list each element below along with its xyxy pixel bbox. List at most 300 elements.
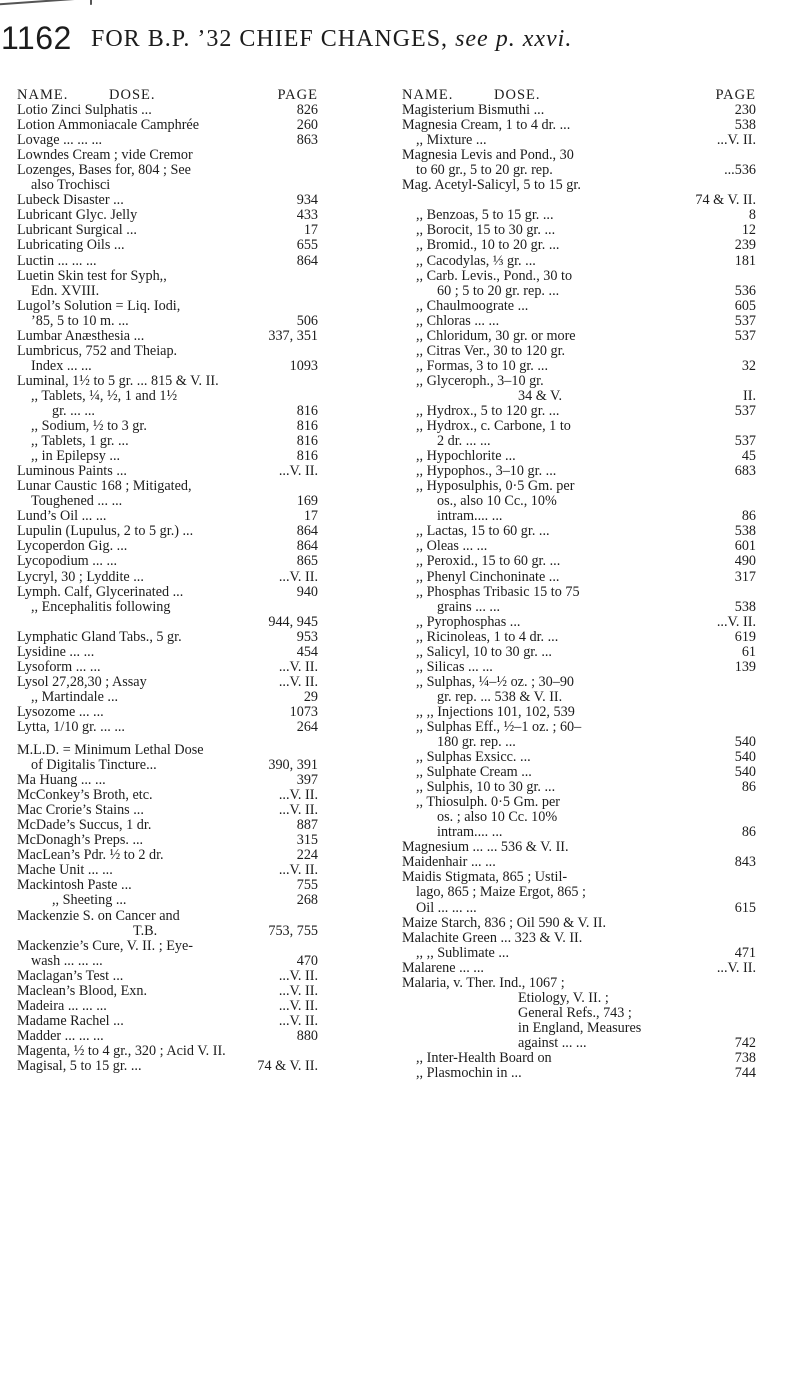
index-entry-term: McDade’s Succus, 1 dr. (17, 817, 152, 834)
index-entry (402, 524, 756, 539)
index-entry-page: II. (743, 387, 756, 404)
index-entry-page: 864 (296, 252, 318, 269)
index-entry-term: gr. rep. ... 538 & V. II. (437, 688, 563, 705)
index-entry-term: ,, Salicyl, 10 to 30 gr. ... (416, 643, 552, 660)
index-column-right (402, 88, 756, 1081)
column-header-page: PAGE (715, 87, 756, 103)
index-entry (17, 1014, 318, 1029)
index-entry-term: Luetin Skin test for Syph,, (17, 267, 167, 284)
index-entry-page: 8 (748, 207, 756, 224)
index-entry (402, 675, 756, 690)
index-entry (402, 374, 756, 389)
index-entry (402, 735, 756, 750)
index-entry (17, 690, 318, 705)
column-header (17, 88, 318, 103)
index-entry (17, 600, 318, 615)
index-entry-term: Magenta, ½ to 4 gr., 320 ; Acid V. II. (17, 1042, 226, 1059)
index-entry (402, 359, 756, 374)
column-header-page: PAGE (277, 87, 318, 103)
running-head-see-ref: see p. xxvi. (455, 26, 573, 52)
index-entry-term: ,, Hypophos., 3–10 gr. ... (416, 463, 557, 480)
index-entry-page: 816 (296, 402, 318, 419)
index-entry-term: MacLean’s Pdr. ½ to 2 dr. (17, 847, 164, 864)
index-entry-term: Mac Crorie’s Stains ... (17, 802, 144, 819)
index-entry-term: Lysoform ... ... (17, 658, 101, 675)
index-entry-page: 537 (734, 312, 756, 329)
index-entry-term: Maidenhair ... ... (402, 854, 496, 871)
index-entry-page: 540 (734, 734, 756, 751)
index-entry (402, 585, 756, 600)
index-entry-term: intram.... ... (437, 824, 503, 841)
index-entry-page: 86 (741, 779, 756, 796)
index-entry-page: ...V. II. (278, 1012, 318, 1029)
index-entry-page: 268 (296, 892, 318, 909)
index-entry-page: 181 (734, 252, 756, 269)
index-entry-term: ,, Carb. Levis., Pond., 30 to (416, 267, 573, 284)
index-entry-page: ...V. II. (278, 997, 318, 1014)
index-entry-page: 953 (296, 628, 318, 645)
index-entry-page: 490 (734, 553, 756, 570)
index-entry-term: Lotio Zinci Sulphatis ... (17, 102, 152, 119)
running-head-title (91, 26, 572, 53)
index-entry (402, 103, 756, 118)
index-entry-page: 944, 945 (268, 613, 318, 630)
index-entry (402, 509, 756, 524)
index-entry (17, 773, 318, 788)
index-entry-term: to 60 gr., 5 to 20 gr. rep. (416, 162, 553, 179)
index-entry-page: ...V. II. (716, 959, 756, 976)
index-entry (402, 1021, 756, 1036)
index-entry (17, 148, 318, 163)
index-entry (17, 389, 318, 404)
index-entry (17, 1044, 318, 1059)
index-entry-term: ,, Phenyl Cinchoninate ... (416, 568, 560, 585)
index-entry-page: 537 (734, 327, 756, 344)
index-entry-term: lago, 865 ; Maize Ergot, 865 ; (416, 884, 586, 901)
index-entry (402, 1036, 756, 1051)
index-entry-term: ,, Sulphate Cream ... (416, 764, 532, 781)
index-entry (402, 404, 756, 419)
index-entry (402, 1006, 756, 1021)
index-entry-term: Magnesium ... ... 536 & V. II. (402, 839, 569, 856)
index-entry-term: ,, Hyposulphis, 0·5 Gm. per (416, 478, 575, 495)
index-entry (17, 954, 318, 969)
index-entry (17, 645, 318, 660)
index-entry-page: 816 (296, 448, 318, 465)
index-entry (402, 479, 756, 494)
index-entry-page: 537 (734, 433, 756, 450)
index-entry (17, 208, 318, 223)
index-entry (402, 254, 756, 269)
index-entry-term: against ... ... (518, 1034, 587, 1051)
index-entry (402, 449, 756, 464)
index-entry (402, 1066, 756, 1081)
index-entry-term: 180 gr. rep. ... (437, 734, 516, 751)
index-entry-term: ,, Sheeting ... (52, 892, 127, 909)
index-entry-page: ...V. II. (716, 613, 756, 630)
index-entry (17, 705, 318, 720)
index-entry-term: Malachite Green ... 323 & V. II. (402, 929, 583, 946)
index-entry-term: Mag. Acetyl-Salicyl, 5 to 15 gr. (402, 177, 581, 194)
index-entry-term: Lubricating Oils ... (17, 237, 125, 254)
index-entry-page: ...V. II. (278, 862, 318, 879)
index-entry-term: Lycryl, 30 ; Lyddite ... (17, 568, 144, 585)
index-entry-term: Lowndes Cream ; vide Cremor (17, 147, 193, 164)
index-entry-term: ,, Silicas ... ... (416, 658, 493, 675)
index-entry-term: Lymph. Calf, Glycerinated ... (17, 583, 184, 600)
index-entry-term: Lysidine ... ... (17, 643, 95, 660)
index-entry-term: ,, Thiosulph. 0·5 Gm. per (416, 794, 560, 811)
index-entry (17, 344, 318, 359)
index-entry-page: 86 (741, 824, 756, 841)
index-entry (402, 795, 756, 810)
index-entry (17, 464, 318, 479)
index-entry-page: 540 (734, 749, 756, 766)
index-entry (17, 359, 318, 374)
index-entry-page: 1093 (289, 357, 318, 374)
index-entry (17, 254, 318, 269)
index-entry-term: Lunar Caustic 168 ; Mitigated, (17, 478, 192, 495)
index-entry-page: 471 (734, 944, 756, 961)
index-entry-term: grains ... ... (437, 598, 501, 615)
index-entry (17, 720, 318, 735)
index-entry-term: ,, Plasmochin in ... (416, 1065, 522, 1082)
index-entry (402, 148, 756, 163)
index-entry-page: 506 (296, 312, 318, 329)
index-entry (17, 479, 318, 494)
index-entry-page: 753, 755 (268, 922, 318, 939)
index-entry (402, 238, 756, 253)
index-entry-page: 826 (296, 102, 318, 119)
index-entry (17, 299, 318, 314)
index-entry (17, 833, 318, 848)
index-entry (17, 939, 318, 954)
index-entry-page: 74 & V. II. (695, 192, 756, 209)
index-entry-term: ,, Peroxid., 15 to 60 gr. ... (416, 553, 561, 570)
index-entry-term: Malaria, v. Ther. Ind., 1067 ; (402, 974, 565, 991)
index-entry-term: ,, Sulphis, 10 to 30 gr. ... (416, 779, 556, 796)
index-entry-term: McDonagh’s Preps. ... (17, 832, 144, 849)
index-entry-term: ,, Inter-Health Board on (416, 1050, 552, 1066)
index-entry (17, 984, 318, 999)
index-entry-page: 863 (296, 132, 318, 149)
index-entry (17, 374, 318, 389)
index-entry (17, 314, 318, 329)
index-entry-term: os. ; also 10 Cc. 10% (437, 809, 558, 826)
index-entry (402, 494, 756, 509)
index-entry-page: 538 (734, 598, 756, 615)
index-entry (17, 494, 318, 509)
index-entry (402, 855, 756, 870)
index-entry-page: ...V. II. (278, 802, 318, 819)
index-entry-page: 86 (741, 508, 756, 525)
index-entry (17, 660, 318, 675)
index-entry-page: ...V. II. (278, 787, 318, 804)
index-entry (402, 885, 756, 900)
index-entry (17, 193, 318, 208)
index-entry-page: 32 (741, 357, 756, 374)
index-entry (17, 570, 318, 585)
index-entry (402, 118, 756, 133)
index-entry-term: also Trochisci (31, 177, 111, 194)
index-entry-term: Madder ... ... ... (17, 1027, 104, 1044)
index-entry-term: ,, Benzoas, 5 to 15 gr. ... (416, 207, 554, 224)
index-entry (402, 208, 756, 223)
index-entry-term: ,, Oleas ... ... (416, 538, 488, 555)
index-entry-page: 264 (296, 718, 318, 735)
index-entry (402, 570, 756, 585)
index-entry-page: ...V. II. (278, 568, 318, 585)
index-entry (402, 946, 756, 961)
column-header-name: NAME. (17, 87, 69, 103)
index-entry (402, 660, 756, 675)
index-entry-page: 433 (296, 207, 318, 224)
index-entry (402, 870, 756, 885)
index-entry-term: General Refs., 743 ; (518, 1004, 632, 1021)
index-entry-term: ,, Chaulmoograte ... (416, 297, 529, 314)
index-entry (17, 788, 318, 803)
index-entry-page: 540 (734, 764, 756, 781)
index-entry-term: Index ... ... (31, 357, 92, 374)
index-entry (402, 600, 756, 615)
index-entry-term: Magnesia Levis and Pond., 30 (402, 147, 574, 164)
index-entry-page: 260 (296, 117, 318, 134)
index-entry (17, 615, 318, 630)
index-entry-term: ,, Hypochlorite ... (416, 448, 516, 465)
index-entry-term: Lysozome ... ... (17, 703, 104, 720)
index-entry (17, 524, 318, 539)
index-entry-term: ,, ,, Injections 101, 102, 539 (416, 703, 575, 720)
index-entry (17, 223, 318, 238)
index-entry (402, 991, 756, 1006)
index-entry (402, 825, 756, 840)
index-entry-page: 619 (734, 628, 756, 645)
index-entry-page: 1073 (289, 703, 318, 720)
index-entry (17, 878, 318, 893)
index-entry (402, 916, 756, 931)
index-entry (17, 269, 318, 284)
index-entry (402, 299, 756, 314)
index-entry (17, 554, 318, 569)
index-entry-term: Lozenges, Bases for, 804 ; See (17, 162, 191, 179)
index-entry-term: Madeira ... ... ... (17, 997, 107, 1014)
index-entry-term: Lycopodium ... ... (17, 553, 118, 570)
column-header-dose: DOSE. (109, 87, 156, 103)
index-entry (17, 818, 318, 833)
index-entry (17, 163, 318, 178)
index-entry-term: Etiology, V. II. ; (518, 989, 609, 1006)
index-entry (402, 193, 756, 208)
index-entry (402, 434, 756, 449)
index-entry (402, 539, 756, 554)
index-entry-term: McConkey’s Broth, etc. (17, 787, 153, 804)
index-entry-term: Maidis Stigmata, 865 ; Ustil- (402, 869, 568, 886)
index-entry-term: T.B. (133, 922, 158, 939)
index-entry (17, 630, 318, 645)
index-entry (402, 961, 756, 976)
index-entry-page: 454 (296, 643, 318, 660)
page-number: 1162 (1, 20, 72, 56)
index-entry (17, 1059, 318, 1074)
index-entry (402, 705, 756, 720)
index-entry-term: Lotion Ammoniacale Camphrée (17, 117, 200, 134)
index-entry (402, 931, 756, 946)
index-entry-term: Mache Unit ... ... (17, 862, 113, 879)
index-entry-term: ,, Hydrox., c. Carbone, 1 to (416, 418, 571, 435)
index-entry (402, 314, 756, 329)
index-entry (402, 554, 756, 569)
index-entry-term: Lubricant Glyc. Jelly (17, 207, 138, 224)
index-entry-page: ...V. II. (278, 967, 318, 984)
index-entry-term: ,, Bromid., 10 to 20 gr. ... (416, 237, 560, 254)
index-entry (17, 999, 318, 1014)
index-entry-term: ,, Lactas, 15 to 60 gr. ... (416, 523, 550, 540)
index-entry-term: wash ... ... ... (31, 952, 103, 969)
index-entry-page: ...V. II. (278, 658, 318, 675)
index-entry-term: Toughened ... ... (31, 493, 123, 510)
index-entry-term: 2 dr. ... ... (437, 433, 491, 450)
index-entry-term: ,, Mixture ... (416, 132, 487, 149)
index-entry-page: 934 (296, 192, 318, 209)
index-entry (17, 284, 318, 299)
index-entry-page: 537 (734, 402, 756, 419)
index-entry-page: 29 (303, 688, 318, 705)
index-entry-page: 865 (296, 553, 318, 570)
index-entry (17, 758, 318, 773)
index-entry-term: Maize Starch, 836 ; Oil 590 & V. II. (402, 914, 606, 931)
index-entry-term: intram.... ... (437, 508, 503, 525)
column-header (402, 88, 756, 103)
index-entry-page: 239 (734, 237, 756, 254)
index-entry (402, 901, 756, 916)
index-entry-page: 864 (296, 523, 318, 540)
index-entry-term: ,, Borocit, 15 to 30 gr. ... (416, 222, 556, 239)
index-entry-term: in England, Measures (518, 1019, 642, 1036)
index-entry-term: Lysol 27,28,30 ; Assay (17, 673, 147, 690)
index-entry (17, 509, 318, 524)
index-entry-page: 397 (296, 772, 318, 789)
index-entry (402, 720, 756, 735)
index-entry (402, 269, 756, 284)
index-entry (402, 389, 756, 404)
index-entry-term: 34 & V. (518, 387, 563, 404)
index-entry-term: Malarene ... ... (402, 959, 484, 976)
index-entry (17, 103, 318, 118)
index-entry-page: 615 (734, 899, 756, 916)
index-entry-page: 864 (296, 538, 318, 555)
index-entry-page: 683 (734, 463, 756, 480)
index-entry-page: 470 (296, 952, 318, 969)
index-entry-page: 390, 391 (268, 757, 318, 774)
index-entry-term: Lovage ... ... ... (17, 132, 103, 149)
index-entry-term: ,, Citras Ver., 30 to 120 gr. (416, 342, 566, 359)
index-entry-term: Edn. XVIII. (31, 282, 100, 299)
index-entry (17, 585, 318, 600)
index-entry-page: 601 (734, 538, 756, 555)
index-entry (17, 909, 318, 924)
index-entry (402, 284, 756, 299)
index-entry-page: 843 (734, 854, 756, 871)
index-entry-page: 538 (734, 523, 756, 540)
index-entry-term: ,, Chloras ... ... (416, 312, 500, 329)
index-entry (402, 630, 756, 645)
index-entry (402, 615, 756, 630)
index-entry-page: 738 (734, 1050, 756, 1066)
index-entry-term: Lymphatic Gland Tabs., 5 gr. (17, 628, 182, 645)
index-entry-page: 940 (296, 583, 318, 600)
index-entry-term: Luminous Paints ... (17, 463, 127, 480)
index-entry (402, 976, 756, 991)
index-entry-page: 315 (296, 832, 318, 849)
index-entry-term: ,, Phosphas Tribasic 15 to 75 (416, 583, 580, 600)
index-entry-term: Lubricant Surgical ... (17, 222, 137, 239)
index-entry-term: Mackintosh Paste ... (17, 877, 132, 894)
index-entry-page: 816 (296, 433, 318, 450)
index-entry (402, 163, 756, 178)
index-entry (17, 178, 318, 193)
index-entry (17, 539, 318, 554)
index-entry (17, 449, 318, 464)
index-entry (17, 893, 318, 908)
index-entry-term: ’85, 5 to 10 m. ... (31, 312, 129, 329)
index-entry-page: 61 (741, 643, 756, 660)
index-entry (17, 969, 318, 984)
index-entry-page: 816 (296, 418, 318, 435)
index-entry (402, 223, 756, 238)
index-entry-term: 60 ; 5 to 20 gr. rep. ... (437, 282, 560, 299)
index-entry (402, 750, 756, 765)
index-entry-term: ,, Sulphas, ¼–½ oz. ; 30–90 (416, 673, 575, 690)
index-entry (402, 329, 756, 344)
index-entry (402, 765, 756, 780)
index-entry-term: ,, Tablets, 1 gr. ... (31, 433, 129, 450)
index-entry (17, 675, 318, 690)
index-entry-page: 317 (734, 568, 756, 585)
index-entry (17, 419, 318, 434)
index-entry-term: ,, Pyrophosphas ... (416, 613, 521, 630)
index-entry (402, 133, 756, 148)
index-entry (402, 178, 756, 193)
index-entry (17, 863, 318, 878)
index-entry-page: 538 (734, 117, 756, 134)
index-entry (402, 464, 756, 479)
index-entry-term: Lumbricus, 752 and Theiap. (17, 342, 178, 359)
index-entry-term: Lubeck Disaster ... (17, 192, 124, 209)
index-entry-page: 887 (296, 817, 318, 834)
index-entry-term: ,, Cacodylas, ⅓ gr. ... (416, 252, 536, 269)
index-entry-page: 139 (734, 658, 756, 675)
index-entry (402, 780, 756, 795)
index-entry-term: ,, Encephalitis following (31, 598, 171, 615)
index-entry (402, 1051, 756, 1066)
index-entry-page: 224 (296, 847, 318, 864)
index-entry (17, 743, 318, 758)
index-entry-page: 169 (296, 493, 318, 510)
index-entry-term: os., also 10 Cc., 10% (437, 493, 557, 510)
index-entry (402, 344, 756, 359)
index-entry-term: of Digitalis Tincture... (31, 757, 157, 774)
index-entry-term: ,, Ricinoleas, 1 to 4 dr. ... (416, 628, 559, 645)
scan-corner-mark (0, 0, 92, 11)
index-entry (17, 434, 318, 449)
index-entry-term: Luctin ... ... ... (17, 252, 97, 269)
index-entry-term: Lugol’s Solution = Liq. Iodi, (17, 297, 181, 314)
index-entry-page: ...536 (724, 162, 756, 179)
index-column-left (17, 88, 318, 1074)
index-entry-term: Lycoperdon Gig. ... (17, 538, 128, 555)
index-entry-term: ,, ,, Sublimate ... (416, 944, 510, 961)
index-entry-term: Mackenzie S. on Cancer and (17, 907, 180, 924)
